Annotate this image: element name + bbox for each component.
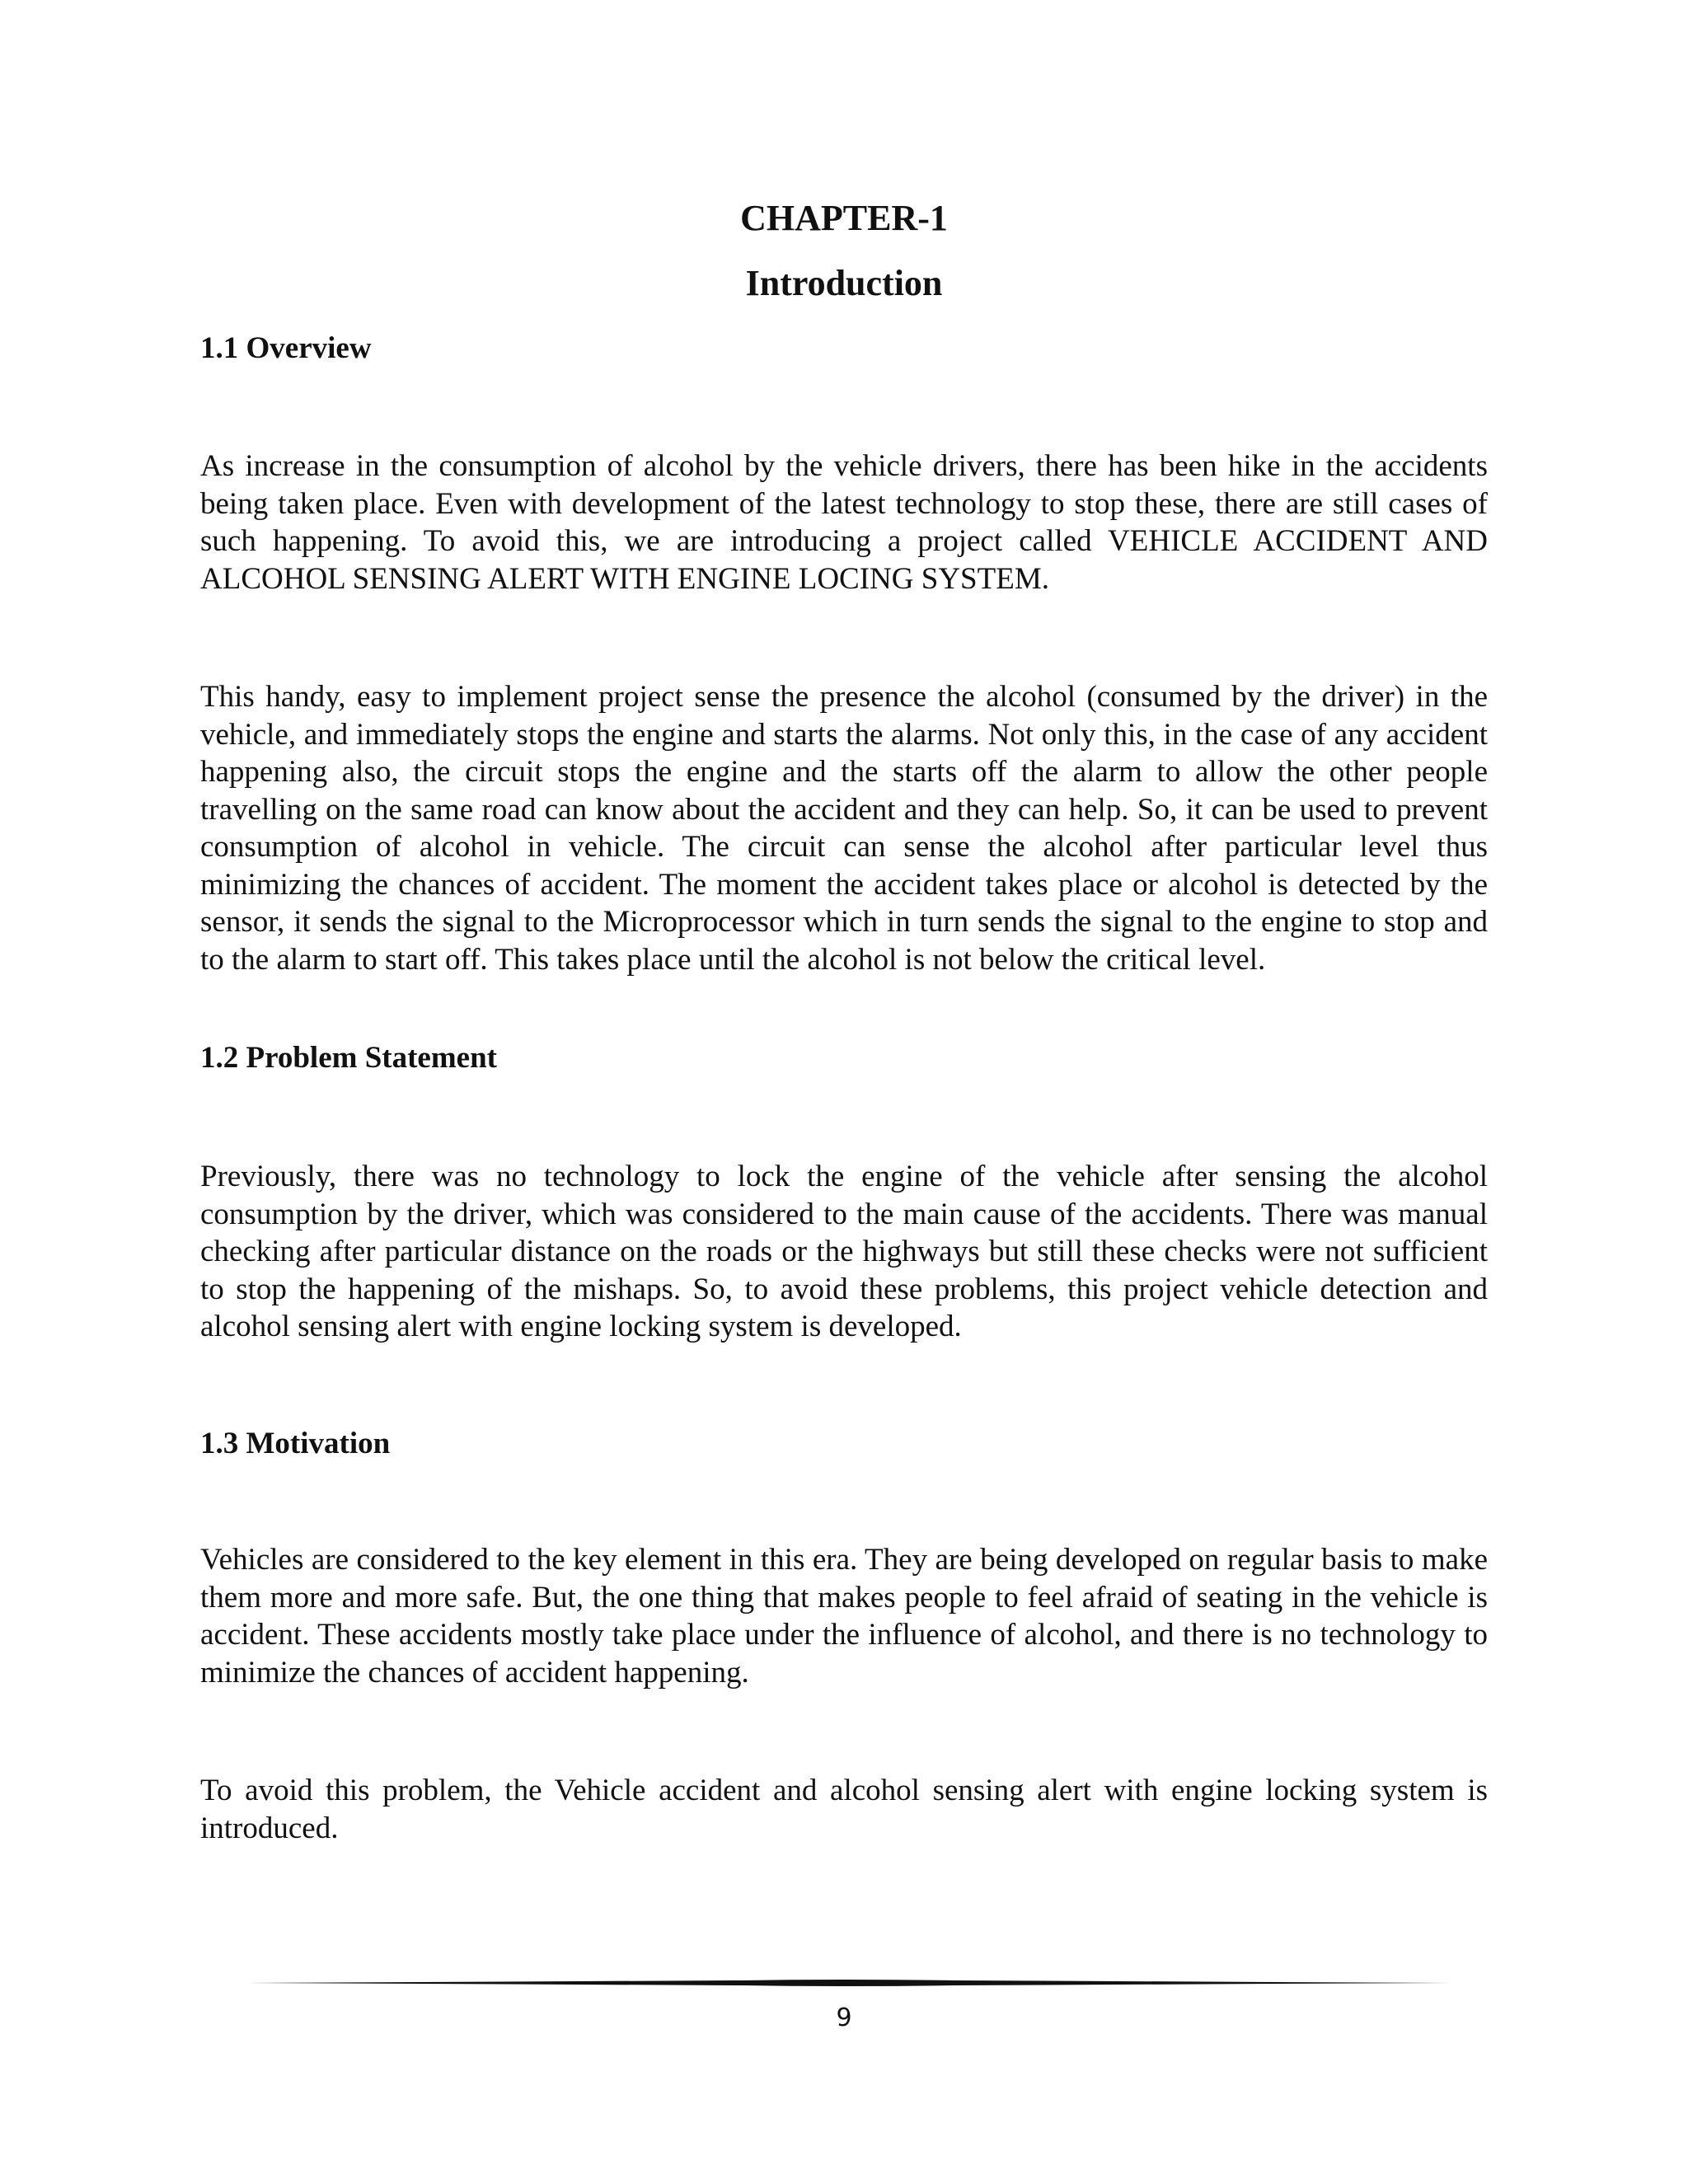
section-heading-motivation: 1.3 Motivation	[200, 1427, 391, 1460]
motivation-paragraph-2: To avoid this problem, the Vehicle accident and alcohol sensing alert with engine locking system is introduced.	[200, 1774, 1488, 1845]
overview-paragraph-2: This handy, easy to implement project sense the presence the alcohol (consumed by the driver) in the vehicle, and immediately stops the engine and starts the alarms. Not only this, in the case of any accident happening also, the circuit stops the engine and the starts off the alarm to allow the other people travelling on the same road can know about the accident and they can help. So, it can be used to prevent consumption of alcohol in vehicle. The circuit can sense the alcohol after particular level thus minimizing the chances of accident. The moment the accident takes place or alcohol is detected by the sensor, it sends the signal to the Microprocessor which in turn sends the signal to the engine to stop and to the alarm to start off. This takes place until the alcohol is not below the critical level.	[200, 680, 1488, 977]
footer-divider	[247, 1978, 1451, 1988]
problem-statement-paragraph: Previously, there was no technology to lock the engine of the vehicle after sensing the alcohol consumption by the driver, which was considered to the main cause of the accidents. There was manual checking after particular distance on the roads or the highways but still these checks were not sufficient to stop the happening of the mishaps. So, to avoid these problems, this project vehicle detection and alcohol sensing alert with engine locking system is developed.	[200, 1160, 1488, 1343]
page-number: 9	[836, 2004, 852, 2032]
section-heading-problem-statement: 1.2 Problem Statement	[200, 1041, 497, 1075]
motivation-paragraph-1: Vehicles are considered to the key element in this era. They are being developed on regular basis to make them more and more safe. But, the one thing that makes people to feel afraid of seating in the vehicle is accident. These accidents mostly take place under the influence of alcohol, and there is no technology to minimize the chances of accident happening.	[200, 1543, 1488, 1690]
section-heading-overview: 1.1 Overview	[200, 331, 372, 365]
chapter-title: Introduction	[745, 263, 943, 303]
overview-paragraph-1: As increase in the consumption of alcohol by the vehicle drivers, there has been hike in the accidents being taken place. Even with development of the latest technology to stop these, there are still cases of such happening. To avoid this, we are introducing a project called VEHICLE ACCIDENT AND ALCOHOL SENSING ALERT WITH ENGINE LOCING SYSTEM.	[200, 449, 1488, 596]
chapter-label: CHAPTER-1	[740, 198, 948, 238]
